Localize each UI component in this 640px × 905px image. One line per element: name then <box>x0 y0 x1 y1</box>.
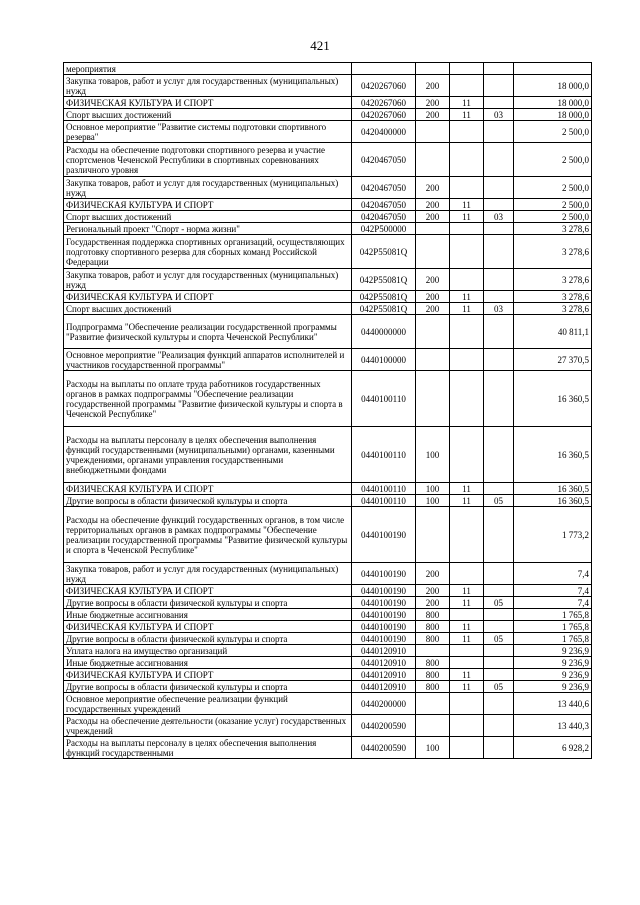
table-row <box>64 303 592 315</box>
subsection-cell <box>484 693 514 715</box>
amount-cell: 2 500,0 <box>514 211 592 223</box>
target-code-cell: 0440120910 <box>352 645 416 657</box>
subsection-cell <box>484 291 514 303</box>
expense-type-cell <box>416 235 450 269</box>
subsection-cell: 05 <box>484 681 514 693</box>
section-cell <box>450 177 484 199</box>
amount-cell: 7,4 <box>514 597 592 609</box>
section-cell <box>450 657 484 669</box>
section-cell: 11 <box>450 291 484 303</box>
section-cell: 11 <box>450 483 484 495</box>
expense-type-cell: 100 <box>416 737 450 759</box>
amount-cell: 18 000,0 <box>514 109 592 121</box>
amount-cell: 16 360,5 <box>514 427 592 483</box>
target-code-cell: 0440100110 <box>352 427 416 483</box>
expense-type-cell: 200 <box>416 177 450 199</box>
subsection-cell <box>484 737 514 759</box>
section-cell: 11 <box>450 495 484 507</box>
subsection-cell: 05 <box>484 633 514 645</box>
amount-cell: 2 500,0 <box>514 143 592 177</box>
target-code-cell: 0440120910 <box>352 657 416 669</box>
item-name-cell: ФИЗИЧЕСКАЯ КУЛЬТУРА И СПОРТ <box>64 199 352 211</box>
target-code-cell: 0440100190 <box>352 621 416 633</box>
budget-table-body <box>64 63 592 759</box>
target-code-cell: 0440120910 <box>352 669 416 681</box>
table-row <box>64 223 592 235</box>
amount-cell: 2 500,0 <box>514 199 592 211</box>
section-cell <box>450 143 484 177</box>
target-code-cell: 0440000000 <box>352 315 416 349</box>
expense-type-cell <box>416 121 450 143</box>
item-name-cell: Подпрограмма "Обеспечение реализации государственной программы "Развитие физической культуры и спорта Чеченской Республики" <box>64 315 352 349</box>
expense-type-cell: 800 <box>416 633 450 645</box>
target-code-cell: 0420267060 <box>352 75 416 97</box>
amount-cell: 2 500,0 <box>514 177 592 199</box>
target-code-cell: 042P55081Q <box>352 291 416 303</box>
item-name-cell: Другие вопросы в области физической культуры и спорта <box>64 495 352 507</box>
table-row <box>64 507 592 563</box>
expense-type-cell <box>416 371 450 427</box>
section-cell: 11 <box>450 97 484 109</box>
table-row <box>64 483 592 495</box>
item-name-cell: Другие вопросы в области физической культуры и спорта <box>64 681 352 693</box>
item-name-cell: Основное мероприятие обеспечение реализации функций государственных учреждений <box>64 693 352 715</box>
subsection-cell <box>484 269 514 291</box>
section-cell <box>450 315 484 349</box>
section-cell <box>450 121 484 143</box>
table-row <box>64 121 592 143</box>
table-row <box>64 371 592 427</box>
expense-type-cell: 200 <box>416 97 450 109</box>
expense-type-cell: 200 <box>416 303 450 315</box>
section-cell <box>450 63 484 75</box>
expense-type-cell: 200 <box>416 211 450 223</box>
expense-type-cell: 200 <box>416 291 450 303</box>
item-name-cell: мероприятия <box>64 63 352 75</box>
target-code-cell: 0440100110 <box>352 371 416 427</box>
table-row <box>64 269 592 291</box>
table-row <box>64 315 592 349</box>
table-row <box>64 669 592 681</box>
page-number: 421 <box>310 38 330 53</box>
amount-cell: 27 370,5 <box>514 349 592 371</box>
amount-cell: 16 360,5 <box>514 483 592 495</box>
subsection-cell <box>484 349 514 371</box>
item-name-cell: Государственная поддержка спортивных организаций, осуществляющих подготовку спортивного резерва для сборных команд Российской Федерации <box>64 235 352 269</box>
item-name-cell: ФИЗИЧЕСКАЯ КУЛЬТУРА И СПОРТ <box>64 97 352 109</box>
target-code-cell: 042P500000 <box>352 223 416 235</box>
target-code-cell <box>352 63 416 75</box>
subsection-cell <box>484 371 514 427</box>
expense-type-cell: 800 <box>416 669 450 681</box>
item-name-cell: Расходы на обеспечение функций государственных органов, в том числе территориальных органов в рамках подпрограммы "Обеспечение реализации государственной программы "Развитие физической культуры и спорта в Чеченской Республике" <box>64 507 352 563</box>
section-cell: 11 <box>450 669 484 681</box>
table-row <box>64 143 592 177</box>
amount-cell: 16 360,5 <box>514 495 592 507</box>
item-name-cell: Иные бюджетные ассигнования <box>64 609 352 621</box>
subsection-cell <box>484 143 514 177</box>
expense-type-cell: 100 <box>416 427 450 483</box>
item-name-cell: ФИЗИЧЕСКАЯ КУЛЬТУРА И СПОРТ <box>64 585 352 597</box>
expense-type-cell <box>416 223 450 235</box>
subsection-cell <box>484 315 514 349</box>
table-row <box>64 177 592 199</box>
subsection-cell <box>484 483 514 495</box>
subsection-cell: 03 <box>484 211 514 223</box>
table-row <box>64 737 592 759</box>
expense-type-cell: 200 <box>416 199 450 211</box>
section-cell <box>450 693 484 715</box>
expense-type-cell: 800 <box>416 681 450 693</box>
table-row <box>64 633 592 645</box>
target-code-cell: 0440200590 <box>352 715 416 737</box>
subsection-cell <box>484 657 514 669</box>
item-name-cell: Расходы на обеспечение деятельности (оказание услуг) государственных учреждений <box>64 715 352 737</box>
table-row <box>64 715 592 737</box>
amount-cell: 3 278,6 <box>514 291 592 303</box>
section-cell: 11 <box>450 621 484 633</box>
target-code-cell: 0440100190 <box>352 507 416 563</box>
item-name-cell: Расходы на выплаты по оплате труда работников государственных органов в рамках подпрограммы "Обеспечение реализации государственной программы "Развитие физической культуры и спорта в Чеченской Республике" <box>64 371 352 427</box>
amount-cell: 1 773,2 <box>514 507 592 563</box>
table-row <box>64 563 592 585</box>
expense-type-cell <box>416 507 450 563</box>
section-cell <box>450 609 484 621</box>
expense-type-cell <box>416 693 450 715</box>
subsection-cell <box>484 199 514 211</box>
section-cell: 11 <box>450 585 484 597</box>
expense-type-cell: 800 <box>416 621 450 633</box>
subsection-cell <box>484 63 514 75</box>
section-cell <box>450 269 484 291</box>
item-name-cell: Спорт высших достижений <box>64 211 352 223</box>
subsection-cell <box>484 669 514 681</box>
item-name-cell: Спорт высших достижений <box>64 109 352 121</box>
target-code-cell: 0440100190 <box>352 563 416 585</box>
section-cell <box>450 75 484 97</box>
target-code-cell: 0440100110 <box>352 483 416 495</box>
amount-cell: 7,4 <box>514 563 592 585</box>
target-code-cell: 0420400000 <box>352 121 416 143</box>
table-row <box>64 199 592 211</box>
expense-type-cell <box>416 715 450 737</box>
subsection-cell <box>484 621 514 633</box>
item-name-cell: Другие вопросы в области физической культуры и спорта <box>64 633 352 645</box>
subsection-cell <box>484 97 514 109</box>
target-code-cell: 0420467050 <box>352 199 416 211</box>
subsection-cell <box>484 715 514 737</box>
amount-cell: 18 000,0 <box>514 75 592 97</box>
expense-type-cell: 100 <box>416 483 450 495</box>
target-code-cell: 042P55081Q <box>352 235 416 269</box>
amount-cell: 13 440,3 <box>514 715 592 737</box>
item-name-cell: Расходы на выплаты персоналу в целях обеспечения выполнения функций государственными (муниципальными) органами, казенными учреждениями, органами управления государственными внебюджетными фондами <box>64 427 352 483</box>
target-code-cell: 0420467050 <box>352 143 416 177</box>
table-row <box>64 235 592 269</box>
subsection-cell <box>484 235 514 269</box>
table-row <box>64 621 592 633</box>
amount-cell: 18 000,0 <box>514 97 592 109</box>
expense-type-cell <box>416 315 450 349</box>
expense-type-cell <box>416 645 450 657</box>
target-code-cell: 0420267060 <box>352 97 416 109</box>
target-code-cell: 0440200590 <box>352 737 416 759</box>
item-name-cell: Другие вопросы в области физической культуры и спорта <box>64 597 352 609</box>
amount-cell: 9 236,9 <box>514 681 592 693</box>
item-name-cell: ФИЗИЧЕСКАЯ КУЛЬТУРА И СПОРТ <box>64 483 352 495</box>
item-name-cell: Основное мероприятие "Реализация функций аппаратов исполнителей и участников государственной программы" <box>64 349 352 371</box>
table-row <box>64 291 592 303</box>
item-name-cell: Основное мероприятие "Развитие системы подготовки спортивного резерва" <box>64 121 352 143</box>
expense-type-cell: 200 <box>416 269 450 291</box>
expense-type-cell: 200 <box>416 75 450 97</box>
expense-type-cell <box>416 63 450 75</box>
section-cell <box>450 563 484 585</box>
amount-cell: 9 236,9 <box>514 657 592 669</box>
target-code-cell: 0440200000 <box>352 693 416 715</box>
expense-type-cell: 200 <box>416 109 450 121</box>
amount-cell: 9 236,9 <box>514 645 592 657</box>
amount-cell: 6 928,2 <box>514 737 592 759</box>
item-name-cell: Региональный проект "Спорт - норма жизни" <box>64 223 352 235</box>
subsection-cell <box>484 75 514 97</box>
table-row <box>64 645 592 657</box>
item-name-cell: Спорт высших достижений <box>64 303 352 315</box>
target-code-cell: 0440100110 <box>352 495 416 507</box>
amount-cell: 3 278,6 <box>514 303 592 315</box>
amount-cell: 1 765,8 <box>514 621 592 633</box>
item-name-cell: Закупка товаров, работ и услуг для государственных (муниципальных) нужд <box>64 563 352 585</box>
table-row <box>64 63 592 75</box>
table-row <box>64 609 592 621</box>
section-cell: 11 <box>450 633 484 645</box>
amount-cell: 3 278,6 <box>514 269 592 291</box>
section-cell <box>450 507 484 563</box>
target-code-cell: 0420267060 <box>352 109 416 121</box>
expense-type-cell <box>416 349 450 371</box>
subsection-cell <box>484 427 514 483</box>
expense-type-cell: 200 <box>416 563 450 585</box>
section-cell <box>450 427 484 483</box>
item-name-cell: ФИЗИЧЕСКАЯ КУЛЬТУРА И СПОРТ <box>64 621 352 633</box>
expense-type-cell: 800 <box>416 657 450 669</box>
subsection-cell <box>484 177 514 199</box>
section-cell: 11 <box>450 303 484 315</box>
table-row <box>64 495 592 507</box>
budget-table <box>63 62 592 759</box>
table-row <box>64 681 592 693</box>
item-name-cell: ФИЗИЧЕСКАЯ КУЛЬТУРА И СПОРТ <box>64 291 352 303</box>
item-name-cell: Закупка товаров, работ и услуг для государственных (муниципальных) нужд <box>64 75 352 97</box>
amount-cell: 3 278,6 <box>514 235 592 269</box>
target-code-cell: 0440120910 <box>352 681 416 693</box>
item-name-cell: ФИЗИЧЕСКАЯ КУЛЬТУРА И СПОРТ <box>64 669 352 681</box>
expense-type-cell: 800 <box>416 609 450 621</box>
section-cell <box>450 235 484 269</box>
expense-type-cell: 200 <box>416 585 450 597</box>
table-row <box>64 597 592 609</box>
target-code-cell: 0440100190 <box>352 609 416 621</box>
subsection-cell: 05 <box>484 495 514 507</box>
table-row <box>64 693 592 715</box>
table-row <box>64 211 592 223</box>
amount-cell <box>514 63 592 75</box>
table-row <box>64 109 592 121</box>
section-cell: 11 <box>450 199 484 211</box>
subsection-cell: 03 <box>484 109 514 121</box>
amount-cell: 16 360,5 <box>514 371 592 427</box>
target-code-cell: 0440100000 <box>352 349 416 371</box>
subsection-cell <box>484 609 514 621</box>
item-name-cell: Расходы на обеспечение подготовки спортивного резерва и участие спортсменов Чеченской Республики в спортивных соревнованиях различного уровня <box>64 143 352 177</box>
target-code-cell: 042P55081Q <box>352 269 416 291</box>
table-row <box>64 97 592 109</box>
item-name-cell: Иные бюджетные ассигнования <box>64 657 352 669</box>
target-code-cell: 0420467050 <box>352 211 416 223</box>
table-row <box>64 427 592 483</box>
expense-type-cell: 200 <box>416 597 450 609</box>
table-row <box>64 75 592 97</box>
section-cell <box>450 737 484 759</box>
amount-cell: 13 440,6 <box>514 693 592 715</box>
subsection-cell <box>484 223 514 235</box>
section-cell: 11 <box>450 597 484 609</box>
amount-cell: 1 765,8 <box>514 633 592 645</box>
target-code-cell: 0440100190 <box>352 633 416 645</box>
amount-cell: 40 811,1 <box>514 315 592 349</box>
amount-cell: 7,4 <box>514 585 592 597</box>
item-name-cell: Уплата налога на имущество организаций <box>64 645 352 657</box>
expense-type-cell: 100 <box>416 495 450 507</box>
section-cell: 11 <box>450 109 484 121</box>
table-row <box>64 349 592 371</box>
section-cell: 11 <box>450 681 484 693</box>
section-cell <box>450 645 484 657</box>
subsection-cell <box>484 645 514 657</box>
item-name-cell: Закупка товаров, работ и услуг для государственных (муниципальных) нужд <box>64 269 352 291</box>
subsection-cell <box>484 507 514 563</box>
section-cell <box>450 223 484 235</box>
expense-type-cell <box>416 143 450 177</box>
table-row <box>64 657 592 669</box>
subsection-cell: 03 <box>484 303 514 315</box>
target-code-cell: 0440100190 <box>352 585 416 597</box>
target-code-cell: 0440100190 <box>352 597 416 609</box>
section-cell <box>450 349 484 371</box>
item-name-cell: Закупка товаров, работ и услуг для государственных (муниципальных) нужд <box>64 177 352 199</box>
subsection-cell: 05 <box>484 597 514 609</box>
section-cell <box>450 715 484 737</box>
table-row <box>64 585 592 597</box>
subsection-cell <box>484 563 514 585</box>
section-cell <box>450 371 484 427</box>
amount-cell: 1 765,8 <box>514 609 592 621</box>
amount-cell: 9 236,9 <box>514 669 592 681</box>
subsection-cell <box>484 585 514 597</box>
item-name-cell: Расходы на выплаты персоналу в целях обеспечения выполнения функций государственными <box>64 737 352 759</box>
amount-cell: 3 278,6 <box>514 223 592 235</box>
amount-cell: 2 500,0 <box>514 121 592 143</box>
target-code-cell: 0420467050 <box>352 177 416 199</box>
subsection-cell <box>484 121 514 143</box>
section-cell: 11 <box>450 211 484 223</box>
target-code-cell: 042P55081Q <box>352 303 416 315</box>
